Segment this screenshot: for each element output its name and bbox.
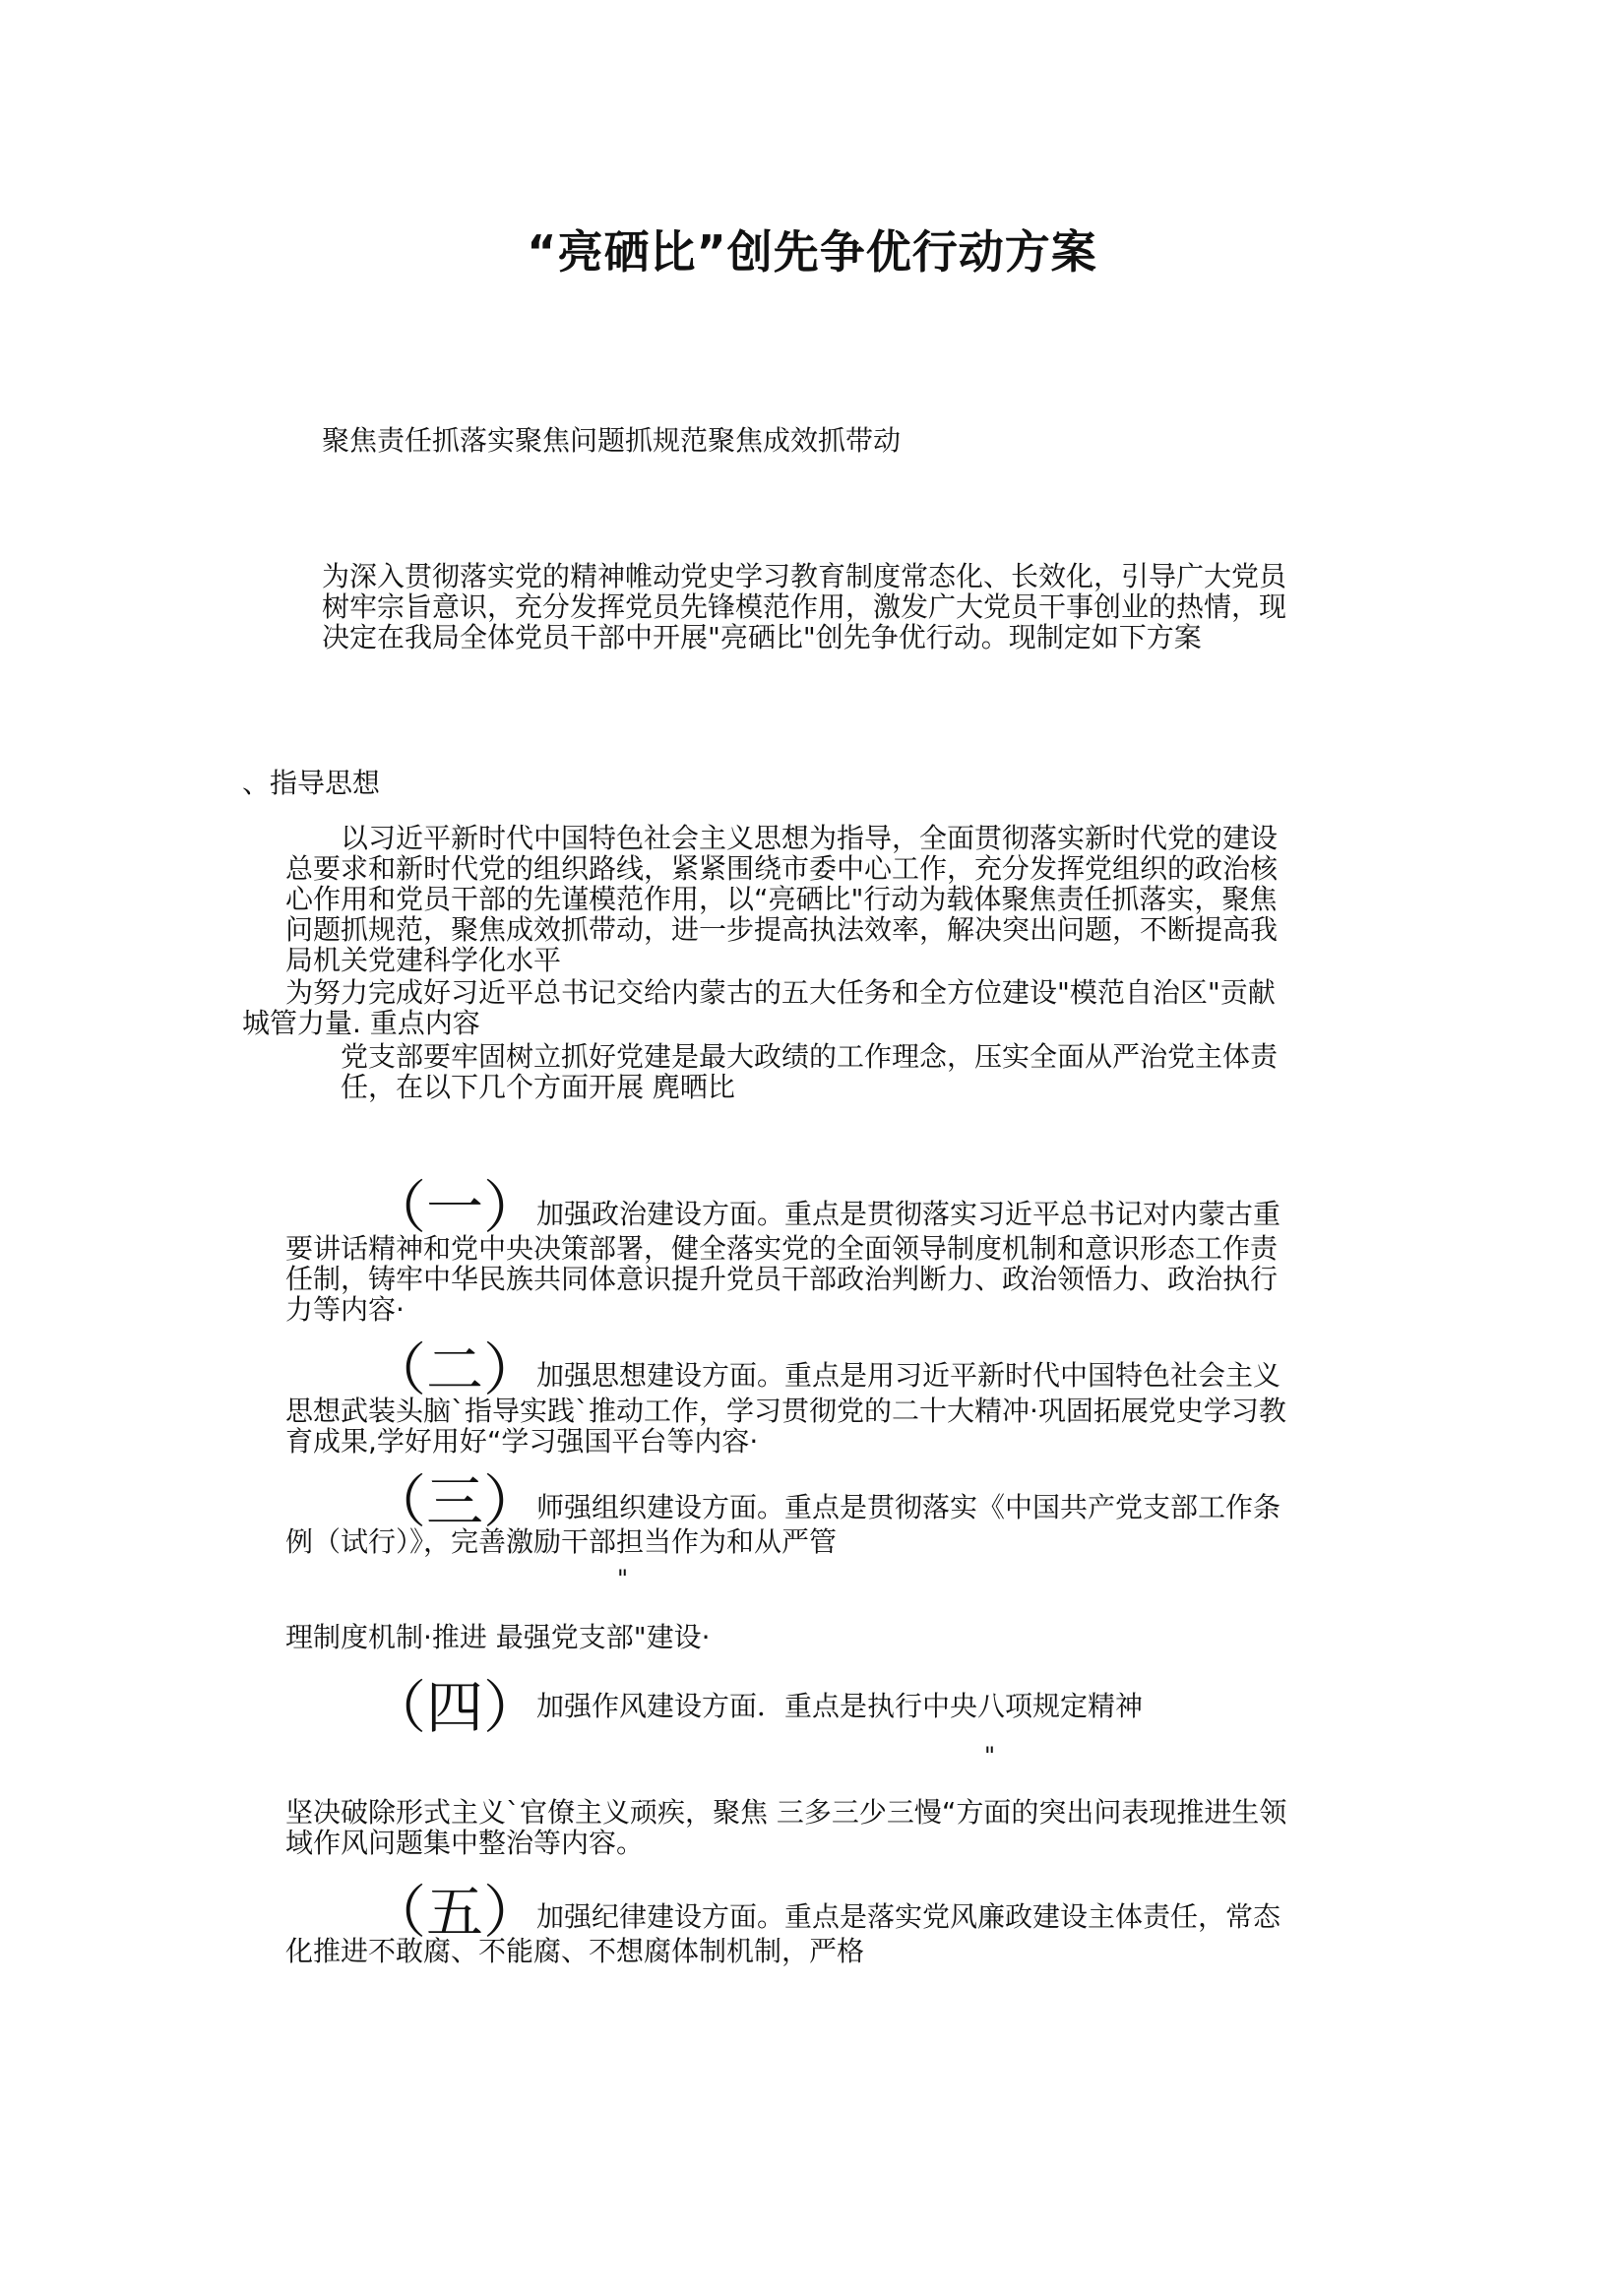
intro-line: 决定在我局全体党员干部中开展"亮硒比"创先争优行动。现制定如下方案 [322,621,1202,653]
item-2-line: 加强思想建设方面。重点是用习近平新时代中国特色社会主义 [536,1359,1281,1392]
item-numeral-1: （一） [369,1174,541,1241]
item-2-continuation [285,1396,1286,1457]
paragraph-line: 为努力完成好习近平总书记交给内蒙古的五大任务和全方位建设"模范自治区"贡献 [285,976,1276,1009]
paragraph-line: 例（试行）》，完善激励干部担当作为和从严管 [285,1525,838,1558]
paragraph-line: 问题抓规范，聚焦成效抓带动，进一步提高执法效率，解决突出问题，不断提高我 [285,913,1279,946]
paragraph-line: 任制，铸牢中华民族共同体意识提升党员干部政治判断力、政治领悟力、政治执行 [285,1263,1279,1295]
paragraph-line: 育成果,学好用好“学习强国平台等内容· [285,1425,759,1458]
item-1-continuation [285,1233,1278,1325]
item-numeral-3: （三） [369,1468,541,1535]
intro-line: 为深入贯彻落实党的精神帷动党史学习教育制度常态化、长效化，引导广大党员 [322,560,1287,592]
focus-paragraph [341,1041,1278,1102]
paragraph-line: 以习近平新时代中国特色社会主义思想为指导，全面贯彻落实新时代党的建设 [341,822,1279,854]
paragraph-line: 局机关党建科学化水平 [285,944,562,976]
guiding-ideology-paragraph [285,823,1278,975]
item-1-line: 加强政治建设方面。重点是贯彻落实习近平总书记对内蒙古重 [536,1198,1281,1230]
document-subtitle: 聚焦责任抓落实聚焦问题抓规范聚焦成效抓带动 [322,424,902,457]
intro-line: 树牢宗旨意识，充分发挥党员先锋模范作用，激发广大党员干事创业的热情，现 [322,590,1287,623]
paragraph-line: 要讲话精神和党中央决策部署，健全落实党的全面领导制度机制和意识形态工作责 [285,1232,1279,1265]
paragraph-line: 心作用和党员干部的先谨模范作用，以“亮硒比"行动为载体聚焦责任抓落实，聚焦 [285,883,1278,915]
item-3-line: 师强组织建设方面。重点是贯彻落实《中国共产党支部工作条 [536,1491,1281,1523]
item-numeral-4: （四） [369,1674,541,1741]
paragraph-line: 化推进不敢腐、不能腐、不想腐体制机制，严格 [285,1935,865,1967]
paragraph-line: 坚决破除形式主义`官僚主义顽疾，聚焦 三多三少三慢“方面的突出问表现推进生领 [285,1796,1287,1829]
item-4-line: 加强作风建设方面．重点是执行中央八项规定精神 [536,1690,1144,1722]
item-4-continuation [285,1797,1286,1858]
section-heading-guiding-ideology: 、指导思想 [242,767,381,799]
item-numeral-2: （二） [369,1336,541,1403]
quote-mark: " [617,1565,629,1592]
paragraph-line: 力等内容· [285,1293,405,1326]
paragraph-line: 理制度机制·推进 最强党支部"建设· [285,1621,711,1653]
paragraph-line: 域作风问题集中整治等内容。 [285,1827,645,1859]
section-heading-key-content: 城管力量. 重点内容 [242,1007,480,1039]
paragraph-line: 思想武装头脑`指导实践`推动工作，学习贯彻党的二十大精冲·巩固拓展党史学习教 [285,1395,1286,1427]
item-numeral-5: （五） [369,1879,541,1946]
paragraph-line: 总要求和新时代党的组织路线，紧紧围绕市委中心工作，充分发挥党组织的政治核 [285,852,1279,885]
document-title: “亮硒比”创先争优行动方案 [527,225,1097,279]
paragraph-line: 任，在以下几个方面开展 麂晒比 [341,1071,735,1103]
intro-paragraph [322,561,1286,652]
item-5-line: 加强纪律建设方面。重点是落实党风廉政建设主体责任，常态 [536,1900,1281,1933]
quote-mark: " [984,1742,996,1769]
paragraph-line: 党支部要牢固树立抓好党建是最大政绩的工作理念，压实全面从严治党主体责 [341,1040,1279,1073]
